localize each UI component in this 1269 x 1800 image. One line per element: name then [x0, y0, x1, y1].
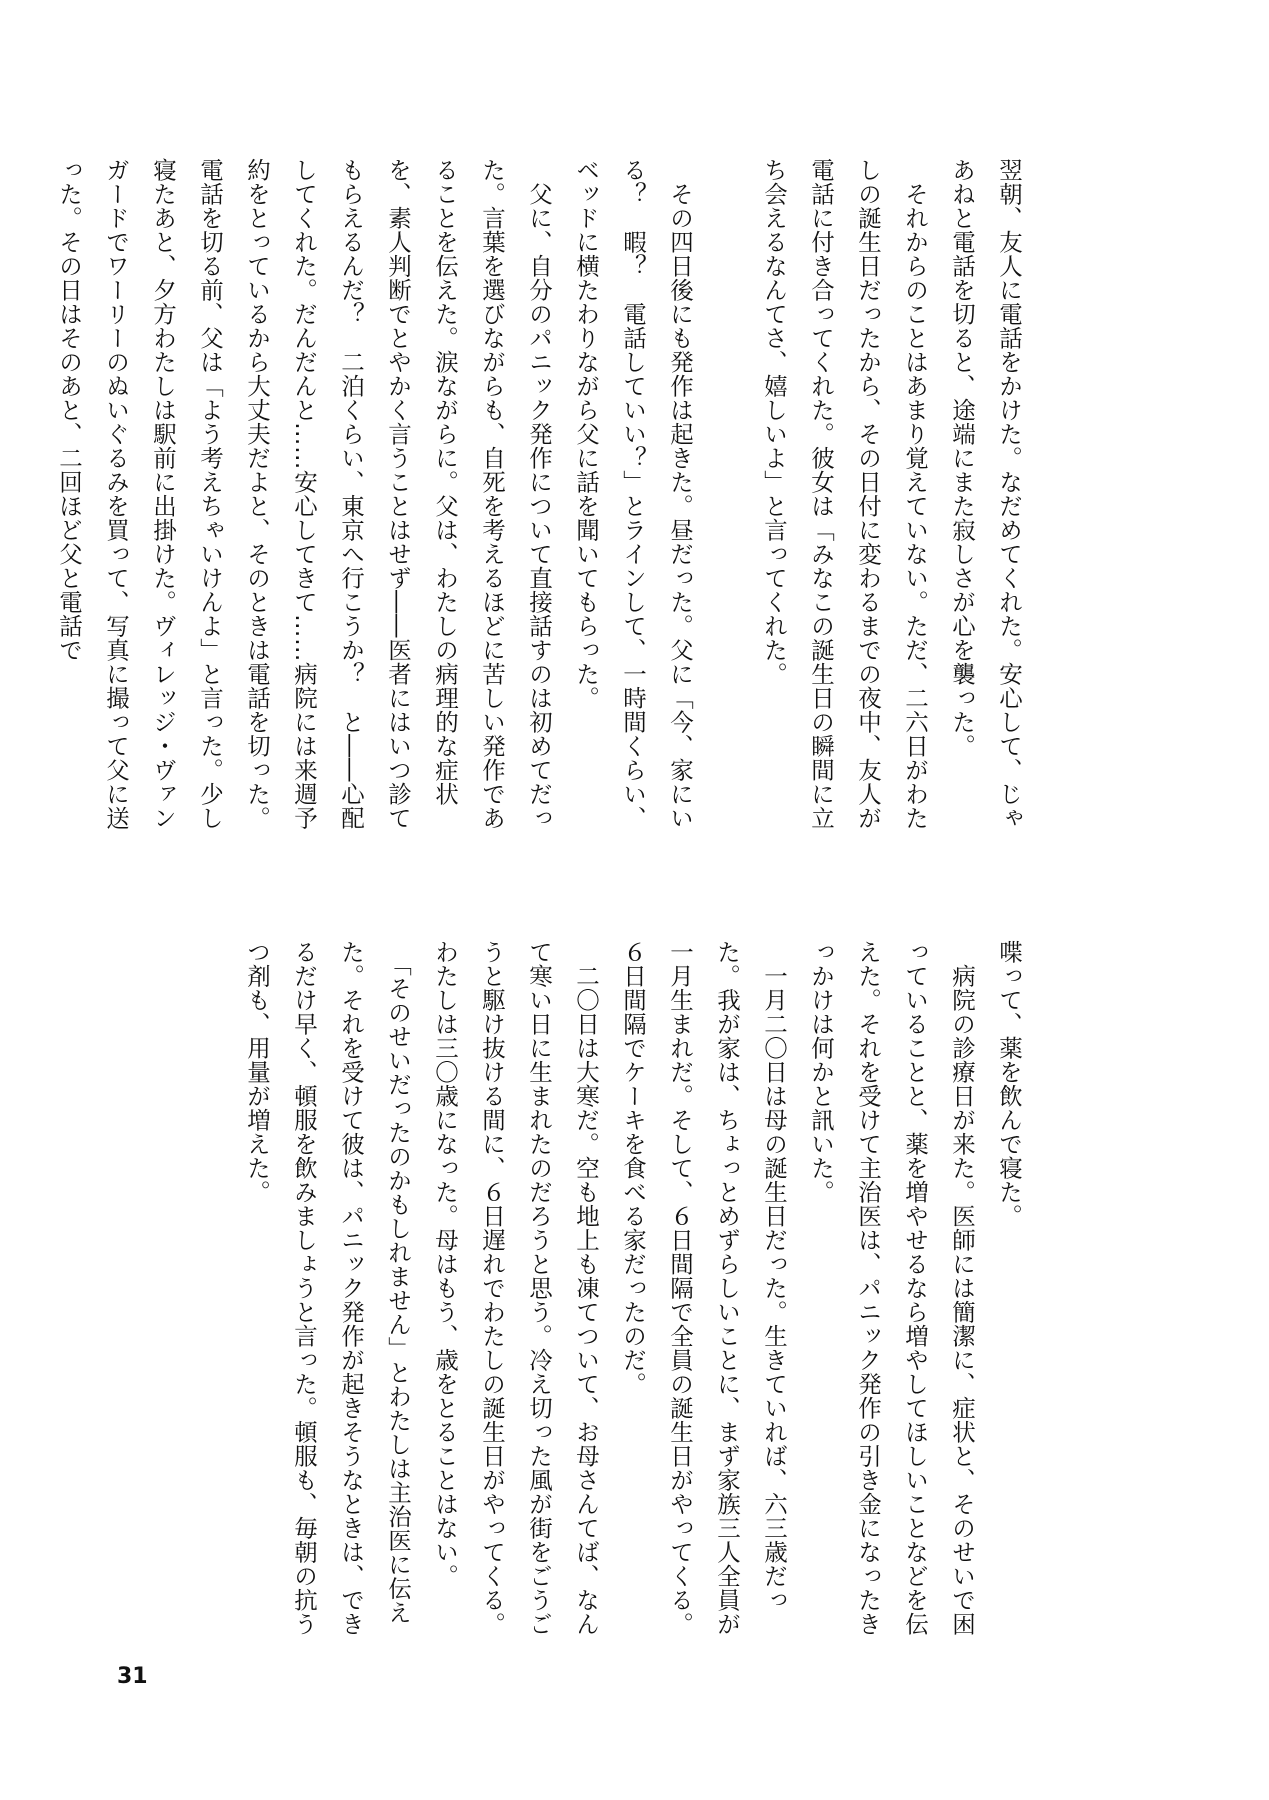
paragraph: 病院の診療日が来た。医師には簡潔に、症状と、そのせいで困っていることと、薬を増やせるなら増やしてほしいことなどを伝えた。それを受けて主治医は、パニック発作の引き金になったきっかけは何かと訊いた。	[807, 940, 976, 1636]
paragraph: 一月二〇日は母の誕生日だった。生きていれば、六三歳だった。我が家は、ちょっとめずらしいことに、まず家族三人全員が一月生まれだ。そして、６日間隔で全員の誕生日がやってくる。６日間隔でケーキを食べる家だったのだ。	[619, 940, 788, 1636]
paragraph-spacer	[703, 158, 750, 853]
paragraph: 父に、自分のパニック発作について直接話すのは初めてだった。言葉を選びながらも、自死を考えるほどに苦しい発作であることを伝えた。涙ながらに。父は、わたしの病理的な症状を、素人判断でとやかく言うことはせず――医者にはいつ診てもらえるんだ？ 二泊くらい、東京へ行こうか？ と――心配してくれた。だんだんと……安心してきて……病院には来週予約をとっているから大丈夫だよと、そのときは電話を切った。電話を切る前、父は「よう考えちゃいけんよ」と言った。少し寝たあと、夕方わたしは駅前に出掛けた。ヴィレッジ・ヴァンガードでワーリーのぬいぐるみを買って、写真に撮って父に送った。その日はそのあと、二回ほど父と電話で	[55, 158, 553, 830]
page-number: 31	[117, 1664, 148, 1689]
paragraph: その四日後にも発作は起きた。昼だった。父に「今、家にいる？ 暇？ 電話していい？」とラインして、一時間くらい、ベッドに横たわりながら父に話を聞いてもらった。	[572, 158, 694, 830]
text-block-top	[55, 158, 1032, 853]
paragraph: 喋って、薬を飲んで寝た。	[995, 940, 1023, 1228]
paragraph: 「そのせいだったのかもしれません」とわたしは主治医に伝えた。それを受けて彼は、パニック発作が起きそうなときは、できるだけ早く、頓服を飲みましょうと言った。頓服も、毎朝の抗うつ剤も、用量が増えた。	[243, 940, 412, 1636]
paragraph: 二〇日は大寒だ。空も地上も凍てついて、お母さんてば、なんて寒い日に生まれたのだろうと思う。冷え切った風が街をごうごうと駆け抜ける間に、６日遅れでわたしの誕生日がやってくる。わたしは三〇歳になった。母はもう、歳をとることはない。	[431, 940, 600, 1636]
paragraph: 翌朝、友人に電話をかけた。なだめてくれた。安心して、じゃあねと電話を切ると、途端にまた寂しさが心を襲った。	[948, 158, 1023, 830]
text-block-bottom	[202, 940, 1032, 1645]
paragraph: それからのことはあまり覚えていない。ただ、二六日がわたしの誕生日だったから、その日付に変わるまでの夜中、友人が電話に付き合ってくれた。彼女は「みなこの誕生日の瞬間に立ち会えるなんてさ、嬉しいよ」と言ってくれた。	[760, 158, 929, 830]
